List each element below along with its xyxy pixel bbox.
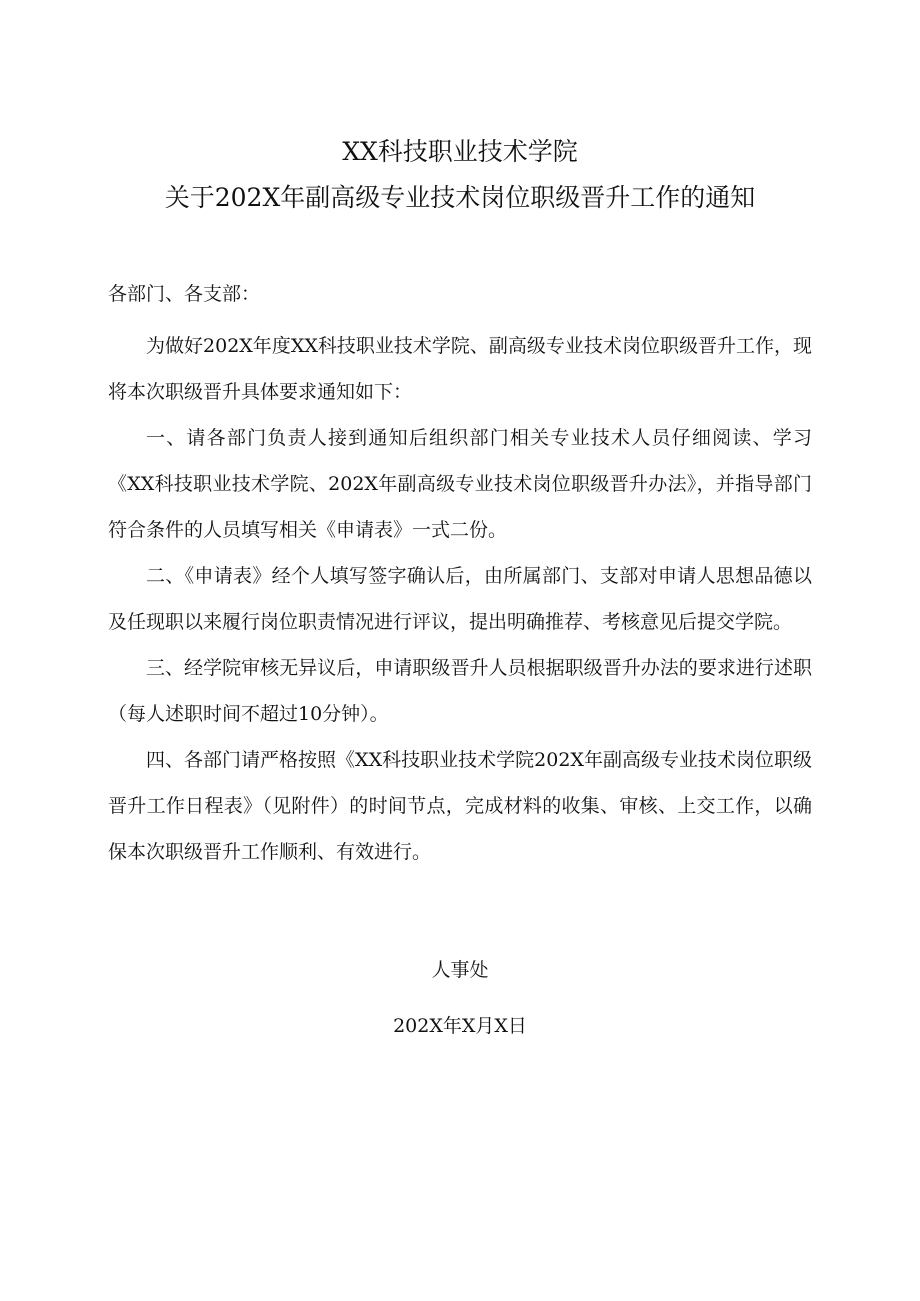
paragraph-item-3: 三、经学院审核无异议后，申请职级晋升人员根据职级晋升办法的要求进行述职（每人述职时间不超过10分钟）。 [108, 657, 812, 725]
paragraph-item-2: 二、《申请表》经个人填写签字确认后，由所属部门、支部对申请人思想品德以及任现职以来履行岗位职责情况进行评议，提出明确推荐、考核意见后提交学院。 [108, 565, 812, 633]
signer-department: 人事处 [431, 959, 489, 981]
signature-date: 202X年X月X日 [393, 1015, 527, 1037]
salutation: 各部门、各支部： [108, 283, 261, 305]
document-title-line2: 关于202X年副高级专业技术岗位职级晋升工作的通知 [164, 183, 756, 212]
document-body [108, 323, 812, 875]
paragraph-item-1: 一、请各部门负责人接到通知后组织部门相关专业技术人员仔细阅读、学习《XX科技职业技术学院、202X年副高级专业技术岗位职级晋升办法》，并指导部门符合条件的人员填写相关《申请表》一式二份。 [108, 427, 812, 541]
document-title-line1: XX科技职业技术学院 [342, 137, 578, 166]
paragraph-item-4: 四、各部门请严格按照《XX科技职业技术学院202X年副高级专业技术岗位职级晋升工作日程表》（见附件）的时间节点，完成材料的收集、审核、上交工作，以确保本次职级晋升工作顺利、有效进行。 [108, 749, 812, 863]
paragraph-intro: 为做好202X年度XX科技职业技术学院、副高级专业技术岗位职级晋升工作，现将本次职级晋升具体要求通知如下： [108, 335, 812, 403]
